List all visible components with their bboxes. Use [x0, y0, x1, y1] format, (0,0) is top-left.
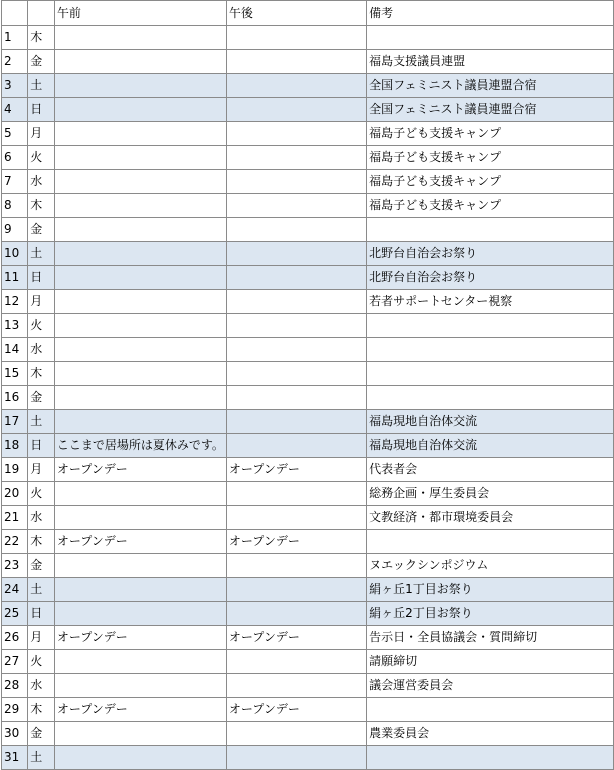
morning-cell[interactable] — [54, 410, 226, 434]
day-number-cell[interactable]: 26 — [2, 626, 28, 650]
day-number-cell[interactable]: 6 — [2, 146, 28, 170]
afternoon-cell[interactable] — [226, 218, 366, 242]
day-number-cell[interactable]: 27 — [2, 650, 28, 674]
day-number-cell[interactable]: 17 — [2, 410, 28, 434]
note-cell[interactable]: 全国フェミニスト議員連盟合宿 — [367, 98, 614, 122]
header-num[interactable] — [2, 1, 28, 26]
afternoon-cell[interactable] — [226, 146, 366, 170]
note-cell[interactable]: 北野台自治会お祭り — [367, 266, 614, 290]
day-number-cell[interactable]: 1 — [2, 26, 28, 50]
day-number-cell[interactable]: 22 — [2, 530, 28, 554]
afternoon-cell[interactable] — [226, 722, 366, 746]
morning-cell[interactable] — [54, 482, 226, 506]
day-number-cell[interactable]: 9 — [2, 218, 28, 242]
morning-cell[interactable] — [54, 194, 226, 218]
table-row — [2, 242, 614, 266]
morning-cell[interactable] — [54, 122, 226, 146]
table-row — [2, 290, 614, 314]
header-note[interactable]: 備考 — [367, 1, 614, 26]
note-cell[interactable] — [367, 362, 614, 386]
table-body — [2, 26, 614, 770]
weekday-cell[interactable]: 金 — [28, 722, 55, 746]
day-number-cell[interactable]: 28 — [2, 674, 28, 698]
afternoon-cell[interactable]: オープンデー — [226, 626, 366, 650]
afternoon-cell[interactable] — [226, 338, 366, 362]
afternoon-cell[interactable] — [226, 26, 366, 50]
weekday-cell[interactable]: 金 — [28, 554, 55, 578]
note-cell[interactable] — [367, 218, 614, 242]
weekday-cell[interactable]: 土 — [28, 578, 55, 602]
afternoon-cell[interactable] — [226, 170, 366, 194]
table-row — [2, 314, 614, 338]
day-number-cell[interactable]: 12 — [2, 290, 28, 314]
afternoon-cell[interactable] — [226, 362, 366, 386]
table-row — [2, 266, 614, 290]
weekday-cell[interactable]: 金 — [28, 50, 55, 74]
afternoon-cell[interactable] — [226, 554, 366, 578]
table-row — [2, 146, 614, 170]
afternoon-cell[interactable] — [226, 50, 366, 74]
header-pm[interactable]: 午後 — [226, 1, 366, 26]
table-row — [2, 50, 614, 74]
note-cell[interactable] — [367, 338, 614, 362]
weekday-cell[interactable]: 水 — [28, 506, 55, 530]
note-cell[interactable]: 絹ヶ丘1丁目お祭り — [367, 578, 614, 602]
header-am[interactable]: 午前 — [54, 1, 226, 26]
day-number-cell[interactable]: 14 — [2, 338, 28, 362]
note-cell[interactable]: 全国フェミニスト議員連盟合宿 — [367, 74, 614, 98]
morning-cell[interactable]: オープンデー — [54, 626, 226, 650]
day-number-cell[interactable]: 11 — [2, 266, 28, 290]
weekday-cell[interactable]: 木 — [28, 362, 55, 386]
weekday-cell[interactable]: 水 — [28, 338, 55, 362]
afternoon-cell[interactable] — [226, 650, 366, 674]
afternoon-cell[interactable] — [226, 122, 366, 146]
morning-cell[interactable] — [54, 146, 226, 170]
table-row — [2, 458, 614, 482]
note-cell[interactable] — [367, 698, 614, 722]
morning-cell[interactable] — [54, 290, 226, 314]
day-number-cell[interactable]: 25 — [2, 602, 28, 626]
morning-cell[interactable] — [54, 218, 226, 242]
afternoon-cell[interactable]: オープンデー — [226, 530, 366, 554]
table-row — [2, 650, 614, 674]
note-cell[interactable]: 若者サポートセンター視察 — [367, 290, 614, 314]
table-row — [2, 674, 614, 698]
afternoon-cell[interactable]: オープンデー — [226, 458, 366, 482]
day-number-cell[interactable]: 15 — [2, 362, 28, 386]
table-row — [2, 434, 614, 458]
morning-cell[interactable]: オープンデー — [54, 458, 226, 482]
note-cell[interactable]: 文教経済・都市環境委員会 — [367, 506, 614, 530]
afternoon-cell[interactable] — [226, 194, 366, 218]
table-row — [2, 122, 614, 146]
day-number-cell[interactable]: 23 — [2, 554, 28, 578]
weekday-cell[interactable]: 日 — [28, 266, 55, 290]
morning-cell[interactable]: オープンデー — [54, 530, 226, 554]
table-row — [2, 530, 614, 554]
morning-cell[interactable]: ここまで居場所は夏休みです。 — [54, 434, 226, 458]
note-cell[interactable]: 福島現地自治体交流 — [367, 434, 614, 458]
day-number-cell[interactable]: 29 — [2, 698, 28, 722]
table-row — [2, 386, 614, 410]
day-number-cell[interactable]: 10 — [2, 242, 28, 266]
day-number-cell[interactable]: 13 — [2, 314, 28, 338]
weekday-cell[interactable]: 月 — [28, 458, 55, 482]
afternoon-cell[interactable] — [226, 74, 366, 98]
weekday-cell[interactable]: 土 — [28, 242, 55, 266]
day-number-cell[interactable]: 20 — [2, 482, 28, 506]
table-row — [2, 626, 614, 650]
afternoon-cell[interactable] — [226, 242, 366, 266]
morning-cell[interactable] — [54, 338, 226, 362]
weekday-cell[interactable]: 金 — [28, 386, 55, 410]
morning-cell[interactable] — [54, 314, 226, 338]
weekday-cell[interactable]: 土 — [28, 74, 55, 98]
weekday-cell[interactable]: 土 — [28, 746, 55, 770]
weekday-cell[interactable]: 月 — [28, 290, 55, 314]
weekday-cell[interactable]: 月 — [28, 122, 55, 146]
table-row — [2, 482, 614, 506]
morning-cell[interactable] — [54, 242, 226, 266]
weekday-cell[interactable]: 木 — [28, 26, 55, 50]
table-row — [2, 410, 614, 434]
weekday-cell[interactable]: 土 — [28, 410, 55, 434]
morning-cell[interactable] — [54, 170, 226, 194]
day-number-cell[interactable]: 5 — [2, 122, 28, 146]
morning-cell[interactable] — [54, 674, 226, 698]
weekday-cell[interactable]: 木 — [28, 530, 55, 554]
table-row — [2, 218, 614, 242]
note-cell[interactable]: 請願締切 — [367, 650, 614, 674]
day-number-cell[interactable]: 2 — [2, 50, 28, 74]
weekday-cell[interactable]: 水 — [28, 170, 55, 194]
weekday-cell[interactable]: 日 — [28, 434, 55, 458]
morning-cell[interactable] — [54, 266, 226, 290]
morning-cell[interactable] — [54, 74, 226, 98]
morning-cell[interactable] — [54, 602, 226, 626]
note-cell[interactable]: 総務企画・厚生委員会 — [367, 482, 614, 506]
table-row — [2, 554, 614, 578]
weekday-cell[interactable]: 木 — [28, 194, 55, 218]
morning-cell[interactable] — [54, 722, 226, 746]
afternoon-cell[interactable] — [226, 602, 366, 626]
day-number-cell[interactable]: 18 — [2, 434, 28, 458]
morning-cell[interactable] — [54, 650, 226, 674]
header-day[interactable] — [28, 1, 55, 26]
day-number-cell[interactable]: 3 — [2, 74, 28, 98]
note-cell[interactable]: 福島子ども支援キャンプ — [367, 122, 614, 146]
note-cell[interactable]: 告示日・全員協議会・質問締切 — [367, 626, 614, 650]
afternoon-cell[interactable] — [226, 410, 366, 434]
note-cell[interactable] — [367, 746, 614, 770]
header-row — [2, 1, 614, 26]
table-row — [2, 506, 614, 530]
afternoon-cell[interactable] — [226, 434, 366, 458]
day-number-cell[interactable]: 4 — [2, 98, 28, 122]
morning-cell[interactable] — [54, 362, 226, 386]
weekday-cell[interactable]: 月 — [28, 626, 55, 650]
schedule-table — [1, 0, 614, 770]
table-row — [2, 338, 614, 362]
morning-cell[interactable] — [54, 506, 226, 530]
afternoon-cell[interactable] — [226, 386, 366, 410]
morning-cell[interactable] — [54, 578, 226, 602]
note-cell[interactable]: 福島支援議員連盟 — [367, 50, 614, 74]
table-row — [2, 170, 614, 194]
afternoon-cell[interactable] — [226, 290, 366, 314]
morning-cell[interactable] — [54, 50, 226, 74]
note-cell[interactable]: 議会運営委員会 — [367, 674, 614, 698]
table-row — [2, 362, 614, 386]
note-cell[interactable]: 北野台自治会お祭り — [367, 242, 614, 266]
note-cell[interactable]: 農業委員会 — [367, 722, 614, 746]
day-number-cell[interactable]: 7 — [2, 170, 28, 194]
weekday-cell[interactable]: 火 — [28, 482, 55, 506]
weekday-cell[interactable]: 金 — [28, 218, 55, 242]
note-cell[interactable]: 福島子ども支援キャンプ — [367, 194, 614, 218]
morning-cell[interactable]: オープンデー — [54, 698, 226, 722]
note-cell[interactable] — [367, 386, 614, 410]
note-cell[interactable]: 絹ヶ丘2丁目お祭り — [367, 602, 614, 626]
day-number-cell[interactable]: 8 — [2, 194, 28, 218]
weekday-cell[interactable]: 火 — [28, 314, 55, 338]
morning-cell[interactable] — [54, 26, 226, 50]
day-number-cell[interactable]: 21 — [2, 506, 28, 530]
table-row — [2, 26, 614, 50]
weekday-cell[interactable]: 日 — [28, 602, 55, 626]
afternoon-cell[interactable] — [226, 578, 366, 602]
day-number-cell[interactable]: 16 — [2, 386, 28, 410]
note-cell[interactable]: 福島現地自治体交流 — [367, 410, 614, 434]
day-number-cell[interactable]: 19 — [2, 458, 28, 482]
table-row — [2, 698, 614, 722]
table-row — [2, 194, 614, 218]
weekday-cell[interactable]: 木 — [28, 698, 55, 722]
note-cell[interactable]: 代表者会 — [367, 458, 614, 482]
note-cell[interactable]: 福島子ども支援キャンプ — [367, 146, 614, 170]
note-cell[interactable] — [367, 530, 614, 554]
afternoon-cell[interactable] — [226, 314, 366, 338]
day-number-cell[interactable]: 30 — [2, 722, 28, 746]
table-row — [2, 722, 614, 746]
note-cell[interactable]: ヌエックシンポジウム — [367, 554, 614, 578]
table-row — [2, 602, 614, 626]
day-number-cell[interactable]: 24 — [2, 578, 28, 602]
note-cell[interactable] — [367, 314, 614, 338]
weekday-cell[interactable]: 火 — [28, 146, 55, 170]
weekday-cell[interactable]: 日 — [28, 98, 55, 122]
afternoon-cell[interactable] — [226, 98, 366, 122]
note-cell[interactable] — [367, 26, 614, 50]
morning-cell[interactable] — [54, 386, 226, 410]
weekday-cell[interactable]: 火 — [28, 650, 55, 674]
afternoon-cell[interactable] — [226, 266, 366, 290]
note-cell[interactable]: 福島子ども支援キャンプ — [367, 170, 614, 194]
afternoon-cell[interactable] — [226, 674, 366, 698]
afternoon-cell[interactable] — [226, 746, 366, 770]
morning-cell[interactable] — [54, 98, 226, 122]
table-row — [2, 746, 614, 770]
table-row — [2, 74, 614, 98]
table-row — [2, 98, 614, 122]
weekday-cell[interactable]: 水 — [28, 674, 55, 698]
afternoon-cell[interactable] — [226, 506, 366, 530]
day-number-cell[interactable]: 31 — [2, 746, 28, 770]
afternoon-cell[interactable]: オープンデー — [226, 698, 366, 722]
table-row — [2, 578, 614, 602]
morning-cell[interactable] — [54, 746, 226, 770]
afternoon-cell[interactable] — [226, 482, 366, 506]
morning-cell[interactable] — [54, 554, 226, 578]
